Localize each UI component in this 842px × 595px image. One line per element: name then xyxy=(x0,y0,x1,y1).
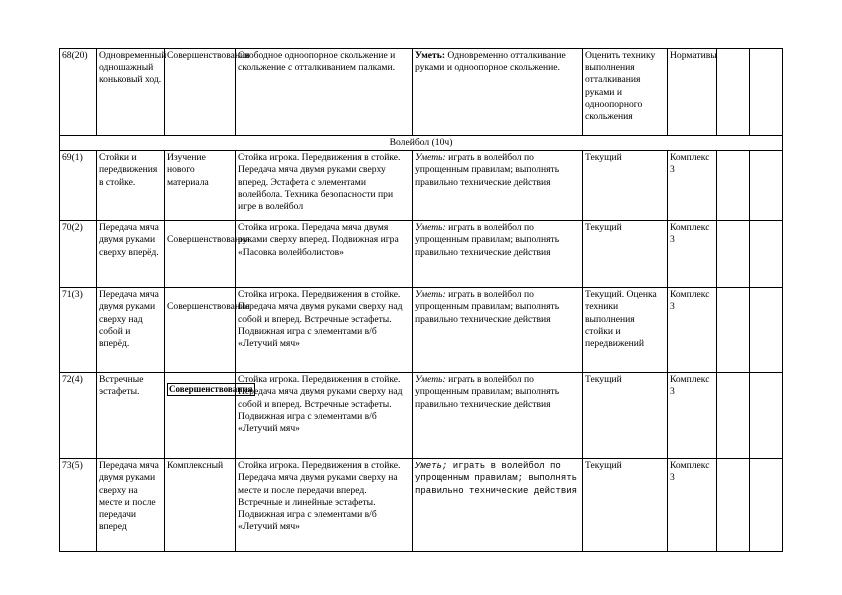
lesson-number: 73(5) xyxy=(60,459,97,552)
lesson-type: Изучение нового материала xyxy=(165,151,236,221)
requirements-text: играть в волейбол по упрощенным правилам; выполнять правильно технические действия xyxy=(415,461,578,496)
date-fact-cell xyxy=(750,373,783,459)
lesson-homework: Нормативы xyxy=(668,49,717,136)
date-plan-cell xyxy=(717,373,750,459)
lesson-number: 68(20) xyxy=(60,49,97,136)
lesson-plan-table xyxy=(59,48,783,552)
lesson-content: Стойка игрока. Передвижения в стойке. Передача мяча двумя руками сверху над собой и вперед. Встречные эстафеты. Подвижная игра с элементами в/б «Летучий мяч» xyxy=(236,373,413,459)
lesson-type: Совершенствования xyxy=(165,49,236,136)
table-row xyxy=(60,49,783,136)
date-plan-cell xyxy=(717,151,750,221)
lesson-requirements xyxy=(413,288,583,373)
date-plan-cell xyxy=(717,288,750,373)
date-plan-cell xyxy=(717,221,750,288)
requirements-label: Уметь: xyxy=(415,222,446,234)
lesson-homework: Комплекс 3 xyxy=(668,288,717,373)
requirements-label: Уметь: xyxy=(415,50,446,61)
requirements-text: играть в волейбол по упрощенным правилам; выполнять правильно технические действия xyxy=(415,222,560,258)
lesson-homework: Комплекс 3 xyxy=(668,221,717,288)
table-row xyxy=(60,459,783,552)
date-fact-cell xyxy=(750,288,783,373)
requirements-label: Уметь: xyxy=(415,289,446,301)
date-fact-cell xyxy=(750,49,783,136)
date-plan-cell xyxy=(717,49,750,136)
section-row xyxy=(60,136,783,151)
lesson-number: 71(3) xyxy=(60,288,97,373)
lesson-homework: Комплекс 3 xyxy=(668,151,717,221)
lesson-topic: Встречные эстафеты. xyxy=(97,373,165,459)
lesson-type xyxy=(165,288,250,373)
lesson-control: Оценить технику выполнения отталкивания руками и одноопорного скольжения xyxy=(583,49,668,136)
date-plan-cell xyxy=(717,459,750,552)
date-fact-cell xyxy=(750,221,783,288)
table-row xyxy=(60,151,783,221)
lesson-homework: Комплекс 3 xyxy=(668,459,717,552)
lesson-requirements xyxy=(413,221,583,288)
lesson-control: Текущий xyxy=(583,373,668,459)
lesson-type xyxy=(165,221,250,288)
date-fact-cell xyxy=(750,459,783,552)
lesson-content: Стойка игрока. Передвижения в стойке. Передача мяча двумя руками сверху на месте и после передачи вперед. Встречные и линейные эстафеты. Подвижная игра с элементами в/б «Летучий мяч» xyxy=(236,459,413,552)
requirements-text: играть в волейбол по упрощенным правилам; выполнять правильно технические действия xyxy=(415,374,560,410)
lesson-topic: Стойки и передвижения в стойке. xyxy=(97,151,165,221)
lesson-type-text: Совершенствования xyxy=(167,234,250,246)
section-title: Волейбол (10ч) xyxy=(60,136,783,151)
lesson-number: 69(1) xyxy=(60,151,97,221)
table-row xyxy=(60,221,783,288)
lesson-topic: Передача мяча двумя руками сверху вперёд. xyxy=(97,221,165,288)
lesson-type-text: Совершенствования xyxy=(169,384,253,395)
lesson-requirements xyxy=(413,459,583,552)
lesson-type: Комплексный xyxy=(165,459,236,552)
lesson-control: Текущий xyxy=(583,221,668,288)
lesson-topic: Передача мяча двумя руками сверху над собой и вперёд. xyxy=(97,288,165,373)
date-fact-cell xyxy=(750,151,783,221)
lesson-content: Свободное одноопорное скольжение и скольжение с отталкиванием палками. xyxy=(236,49,413,136)
lesson-topic: Передача мяча двумя руками сверху на месте и после передачи вперед xyxy=(97,459,165,552)
lesson-requirements xyxy=(413,373,583,459)
lesson-type-text: Совершенствования xyxy=(167,301,250,313)
lesson-number: 72(4) xyxy=(60,373,97,459)
lesson-requirements xyxy=(413,151,583,221)
lesson-content: Стойка игрока. Передвижения в стойке. Передача мяча двумя руками сверху вперед. Эстафета с элементами волейбола. Техника безопасности при игре в волейбол xyxy=(236,151,413,221)
requirements-label: Уметь: xyxy=(415,374,446,386)
lesson-control: Текущий. Оценка техники выполнения стойки и передвижений xyxy=(583,288,668,373)
requirements-text: Одновременно отталкивание руками и одноопорное скольжение. xyxy=(415,50,566,74)
lesson-requirements xyxy=(413,49,583,136)
table-row xyxy=(60,288,783,373)
lesson-content: Стойка игрока. Передача мяча двумя руками сверху вперед. Подвижная игра «Пасовка волейболистов» xyxy=(236,221,413,288)
requirements-label: Уметь: xyxy=(415,152,446,164)
requirements-text: играть в волейбол по упрощенным правилам; выполнять правильно технические действия xyxy=(415,289,560,325)
lesson-control: Текущий xyxy=(583,459,668,552)
lesson-homework: Комплекс 3 xyxy=(668,373,717,459)
table-row xyxy=(60,373,783,459)
lesson-number: 70(2) xyxy=(60,221,97,288)
lesson-type xyxy=(165,373,253,459)
lesson-content: Стойка игрока. Передвижения в стойке. Передача мяча двумя руками сверху над собой и вперед. Встречные эстафеты. Подвижная игра с элементами в/б «Летучий мяч» xyxy=(236,288,413,373)
requirements-text: играть в волейбол по упрощенным правилам; выполнять правильно технические действия xyxy=(415,152,560,188)
requirements-label: Уметь; xyxy=(415,461,448,472)
lesson-control: Текущий xyxy=(583,151,668,221)
lesson-topic: Одновременный одношажный коньковый ход. xyxy=(97,49,165,136)
